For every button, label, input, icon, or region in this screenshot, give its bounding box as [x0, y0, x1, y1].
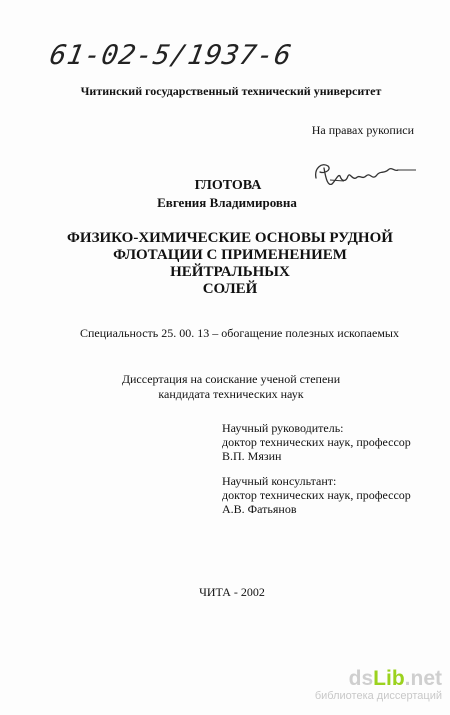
watermark-logo: dsLib.net: [348, 667, 442, 690]
supervisor-name: В.П. Мязин: [222, 449, 282, 463]
site-watermark[interactable]: [315, 668, 442, 703]
watermark-subtitle: библиотека диссертаций: [314, 690, 442, 702]
university-name: Читинский государственный технический университет: [80, 84, 382, 98]
supervisor-degree: доктор технических наук, профессор: [222, 435, 411, 449]
specialty-line: Специальность 25. 00. 13 – обогащение полезных ископаемых: [80, 326, 399, 340]
author-first-names: Евгения Владимировна: [157, 195, 297, 210]
city-year: ЧИТА - 2002: [199, 585, 265, 599]
consultant-name: А.В. Фатьянов: [222, 502, 297, 516]
rights-note: На правах рукописи: [311, 123, 414, 137]
consultant-degree: доктор технических наук, профессор: [222, 488, 411, 502]
registration-stamp: 61-02-5/1937-6: [47, 40, 295, 71]
degree-line-2: кандидата технических наук: [158, 387, 304, 401]
title-line: ФИЗИКО-ХИМИЧЕСКИЕ ОСНОВЫ РУДНОЙ: [67, 230, 393, 246]
degree-line-1: Диссертация на соискание ученой степени: [121, 372, 341, 386]
degree-statement: [0, 372, 450, 402]
dissertation-title: [60, 230, 400, 298]
supervisor-role: Научный руководитель:: [222, 421, 344, 435]
author-last-name: ГЛОТОВА: [194, 178, 262, 193]
consultant-role: Научный консультант:: [222, 474, 337, 488]
supervisor-block: [222, 421, 411, 463]
title-line: ФЛОТАЦИИ С ПРИМЕНЕНИЕМ НЕЙТРАЛЬНЫХ: [113, 247, 347, 280]
title-line: СОЛЕЙ: [202, 281, 258, 297]
consultant-block: [222, 474, 411, 516]
